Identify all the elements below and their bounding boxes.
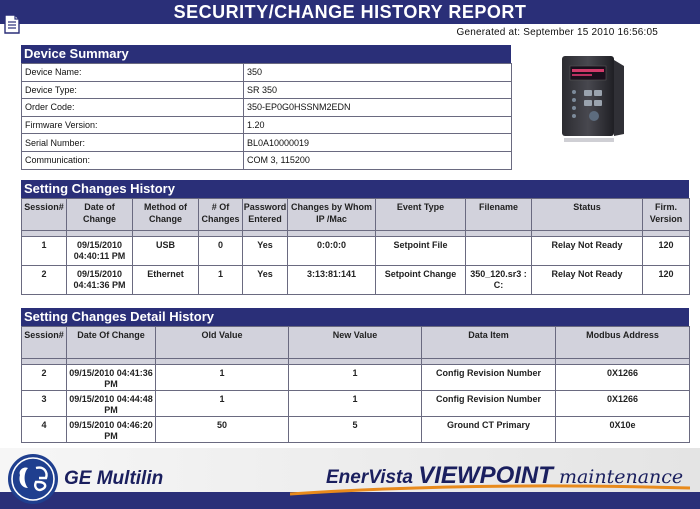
- column-header: Event Type: [376, 199, 466, 231]
- column-header: Old Value: [156, 327, 289, 359]
- generated-timestamp: Generated at: September 15 2010 16:56:05: [456, 27, 658, 38]
- setting-changes-heading: Setting Changes History: [21, 180, 689, 198]
- device-summary-table: [21, 63, 512, 170]
- table-cell: 1: [156, 391, 289, 417]
- table-cell: Ethernet: [133, 266, 199, 295]
- table-cell: 1: [156, 365, 289, 391]
- summary-value: 350-EP0G0HSSNM2EDN: [244, 99, 512, 117]
- summary-value: 350: [244, 64, 512, 82]
- table-cell: 09/15/2010 04:41:36 PM: [67, 365, 156, 391]
- summary-row: [22, 134, 512, 152]
- summary-value: BL0A10000019: [244, 134, 512, 152]
- enervista-text: EnerVista: [326, 467, 419, 488]
- table-cell: Setpoint File: [376, 237, 466, 266]
- relay-device-image: [548, 50, 630, 150]
- table-cell: 0X10e: [556, 417, 690, 443]
- table-cell: 0X1266: [556, 365, 690, 391]
- table-row: [22, 266, 690, 295]
- summary-row: [22, 151, 512, 169]
- table-cell: 4: [22, 417, 67, 443]
- summary-row: [22, 64, 512, 82]
- table-cell: USB: [133, 237, 199, 266]
- table-cell: [466, 237, 532, 266]
- table-row: [22, 391, 690, 417]
- table-cell: 120: [643, 266, 690, 295]
- summary-label: Communication:: [22, 151, 244, 169]
- table-cell: 350_120.sr3 : C:: [466, 266, 532, 295]
- table-cell: 2: [22, 266, 67, 295]
- table-cell: 1: [22, 237, 67, 266]
- table-row: [22, 417, 690, 443]
- summary-label: Device Type:: [22, 81, 244, 99]
- detail-history-heading: Setting Changes Detail History: [21, 308, 689, 326]
- report-title: SECURITY/CHANGE HISTORY REPORT: [0, 0, 700, 24]
- table-cell: 3:13:81:141: [288, 266, 376, 295]
- table-cell: 1: [289, 391, 422, 417]
- table-cell: 09/15/2010 04:41:36 PM: [67, 266, 133, 295]
- summary-row: [22, 116, 512, 134]
- summary-value: COM 3, 115200: [244, 151, 512, 169]
- table-cell: 0:0:0:0: [288, 237, 376, 266]
- table-cell: Yes: [243, 237, 288, 266]
- column-header: Changes by Whom IP /Mac: [288, 199, 376, 231]
- table-cell: 0X1266: [556, 391, 690, 417]
- enervista-viewpoint-brand: [326, 462, 683, 490]
- table-cell: 1: [289, 365, 422, 391]
- column-header: Date of Change: [67, 199, 133, 231]
- summary-label: Order Code:: [22, 99, 244, 117]
- table-cell: 120: [643, 237, 690, 266]
- table-cell: 2: [22, 365, 67, 391]
- summary-row: [22, 81, 512, 99]
- table-cell: Relay Not Ready: [532, 266, 643, 295]
- viewpoint-text: VIEWPOINT: [418, 462, 553, 489]
- column-header: New Value: [289, 327, 422, 359]
- device-summary-heading: Device Summary: [21, 45, 511, 63]
- column-header: Session#: [22, 327, 67, 359]
- summary-label: Firmware Version:: [22, 116, 244, 134]
- table-cell: 1: [199, 266, 243, 295]
- summary-row: [22, 99, 512, 117]
- ge-multilin-brand: GE Multilin: [64, 468, 164, 489]
- table-cell: 3: [22, 391, 67, 417]
- table-cell: 09/15/2010 04:40:11 PM: [67, 237, 133, 266]
- maintenance-text: maintenance: [552, 466, 684, 488]
- table-row: [22, 365, 690, 391]
- ge-logo: [6, 452, 60, 506]
- summary-label: Device Name:: [22, 64, 244, 82]
- table-row: [22, 237, 690, 266]
- table-cell: 0: [199, 237, 243, 266]
- summary-label: Serial Number:: [22, 134, 244, 152]
- column-header: # Of Changes: [199, 199, 243, 231]
- column-header: Password Entered: [243, 199, 288, 231]
- summary-value: 1.20: [244, 116, 512, 134]
- table-cell: 50: [156, 417, 289, 443]
- column-header: Firm. Version: [643, 199, 690, 231]
- table-cell: Ground CT Primary: [422, 417, 556, 443]
- table-cell: Config Revision Number: [422, 391, 556, 417]
- column-header: Method of Change: [133, 199, 199, 231]
- table-cell: Relay Not Ready: [532, 237, 643, 266]
- column-header: Modbus Address: [556, 327, 690, 359]
- summary-value: SR 350: [244, 81, 512, 99]
- column-header: Session#: [22, 199, 67, 231]
- column-header: Date Of Change: [67, 327, 156, 359]
- table-cell: Config Revision Number: [422, 365, 556, 391]
- table-cell: 09/15/2010 04:44:48 PM: [67, 391, 156, 417]
- column-header: Filename: [466, 199, 532, 231]
- table-cell: Yes: [243, 266, 288, 295]
- table-cell: Setpoint Change: [376, 266, 466, 295]
- setting-changes-table: [21, 198, 690, 295]
- column-header: Data Item: [422, 327, 556, 359]
- detail-history-table: [21, 326, 690, 443]
- column-header: Status: [532, 199, 643, 231]
- document-icon[interactable]: [4, 14, 20, 34]
- table-cell: 09/15/2010 04:46:20 PM: [67, 417, 156, 443]
- table-cell: 5: [289, 417, 422, 443]
